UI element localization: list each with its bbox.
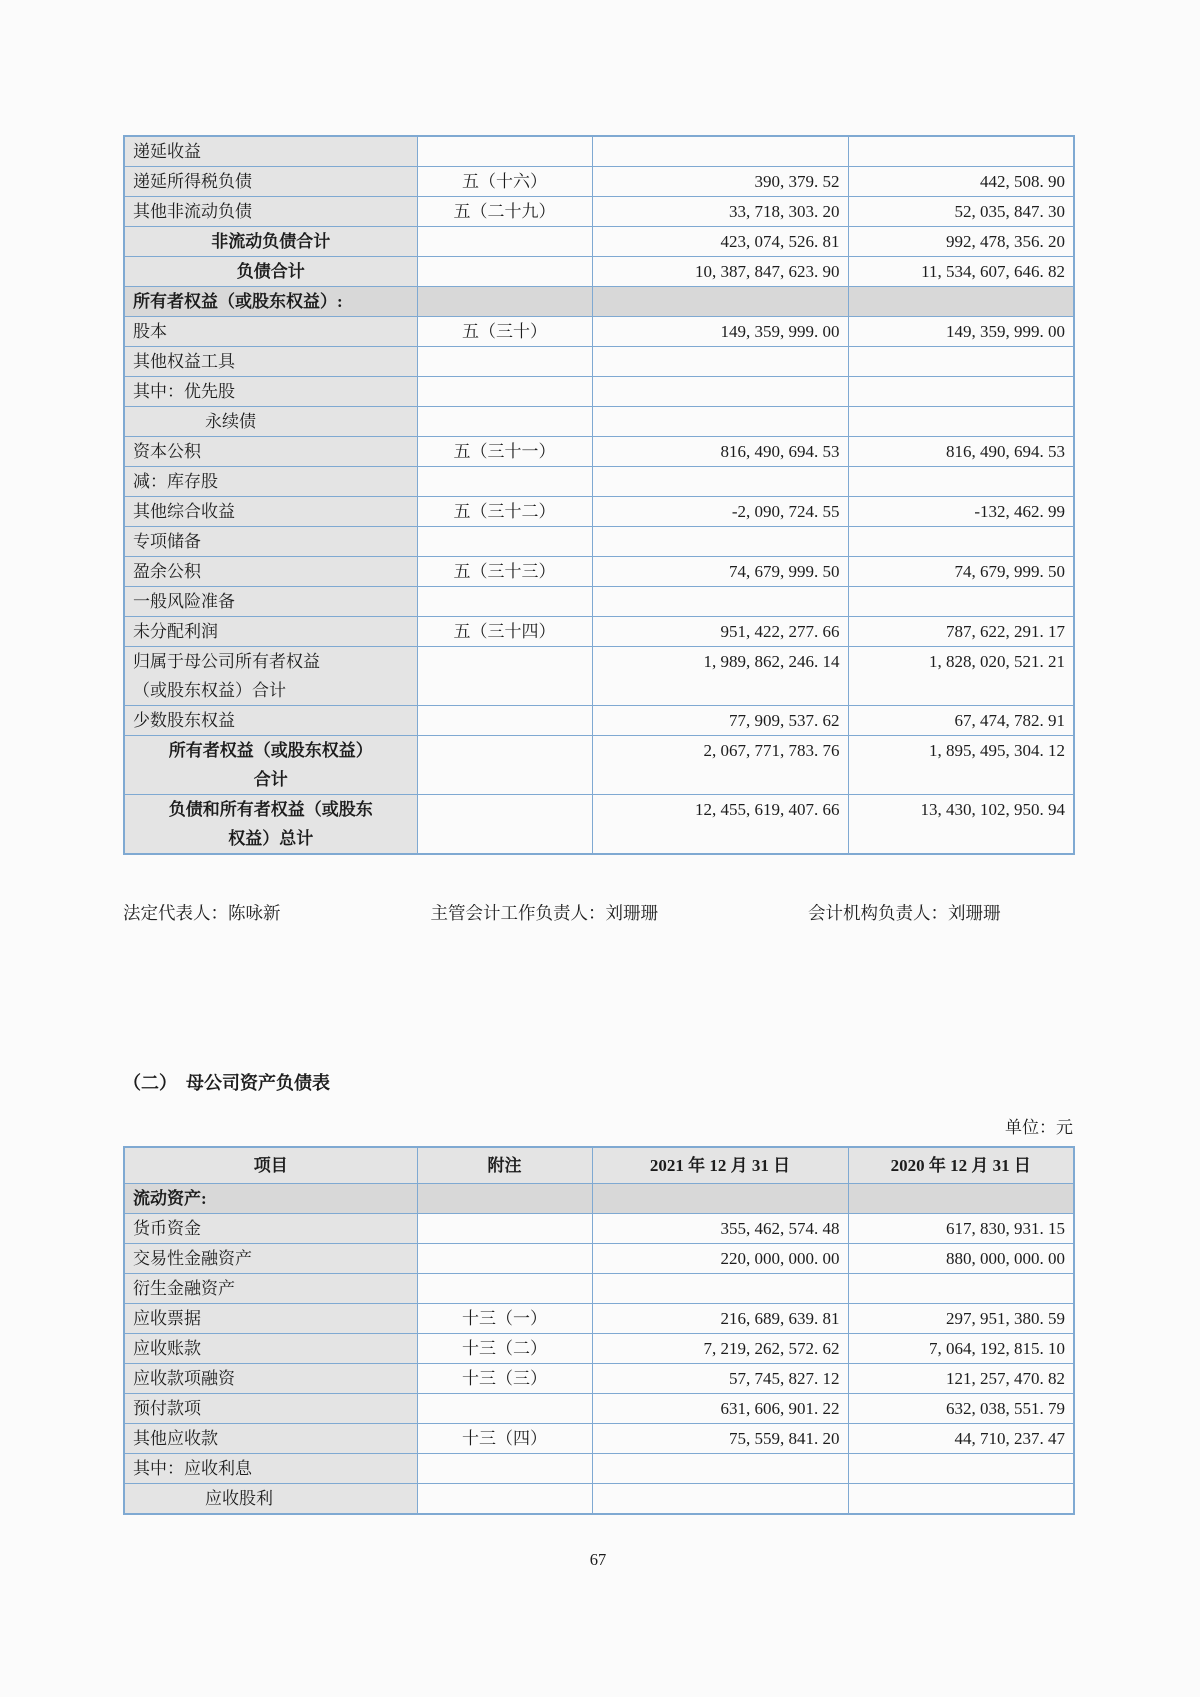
value-2021-cell: 951, 422, 277. 66 <box>592 617 848 647</box>
note-cell: 五（三十四） <box>417 617 592 647</box>
chief-accountant-signature: 主管会计工作负责人：刘珊珊 <box>430 903 658 923</box>
note-cell <box>417 1244 592 1274</box>
value-2020-cell <box>848 287 1074 317</box>
note-cell <box>417 647 592 706</box>
table-row <box>124 1304 1074 1334</box>
value-2020-cell: 632, 038, 551. 79 <box>848 1394 1074 1424</box>
table-row <box>124 587 1074 617</box>
table-row <box>124 197 1074 227</box>
value-2021-cell <box>592 287 848 317</box>
legal-representative-signature: 法定代表人：陈咏新 <box>123 903 281 923</box>
note-cell: 五（十六） <box>417 167 592 197</box>
item-cell: 专项储备 <box>124 527 417 557</box>
table-row <box>124 795 1074 855</box>
parent-balance-sheet-table <box>123 1146 1075 1515</box>
value-2020-cell: 816, 490, 694. 53 <box>848 437 1074 467</box>
table-row <box>124 647 1074 706</box>
signature-line <box>123 901 1073 925</box>
note-cell <box>417 1214 592 1244</box>
item-cell: 归属于母公司所有者权益 （或股东权益）合计 <box>124 647 417 706</box>
value-2020-cell: 617, 830, 931. 15 <box>848 1214 1074 1244</box>
item-cell: 流动资产: <box>124 1184 417 1214</box>
note-cell <box>417 736 592 795</box>
table-row <box>124 1364 1074 1394</box>
value-2021-cell: 423, 074, 526. 81 <box>592 227 848 257</box>
value-2021-cell: 816, 490, 694. 53 <box>592 437 848 467</box>
note-cell <box>417 1274 592 1304</box>
value-2020-cell: 67, 474, 782. 91 <box>848 706 1074 736</box>
value-2020-cell <box>848 1484 1074 1515</box>
item-cell: 所有者权益（或股东权益）: <box>124 287 417 317</box>
note-cell <box>417 287 592 317</box>
note-cell: 五（三十二） <box>417 497 592 527</box>
value-2021-cell <box>592 377 848 407</box>
table-row <box>124 227 1074 257</box>
value-2021-cell <box>592 467 848 497</box>
item-cell: 股本 <box>124 317 417 347</box>
item-cell: 其中：优先股 <box>124 377 417 407</box>
item-cell: 减：库存股 <box>124 467 417 497</box>
table-row <box>124 287 1074 317</box>
value-2020-cell: 149, 359, 999. 00 <box>848 317 1074 347</box>
value-2020-cell: 52, 035, 847. 30 <box>848 197 1074 227</box>
value-2020-cell: 442, 508. 90 <box>848 167 1074 197</box>
item-cell: 负债和所有者权益（或股东 权益）总计 <box>124 795 417 855</box>
column-header: 附注 <box>417 1147 592 1184</box>
note-cell <box>417 347 592 377</box>
note-cell <box>417 377 592 407</box>
table-row <box>124 1214 1074 1244</box>
value-2020-cell: -132, 462. 99 <box>848 497 1074 527</box>
value-2020-cell <box>848 467 1074 497</box>
value-2021-cell: 77, 909, 537. 62 <box>592 706 848 736</box>
value-2021-cell <box>592 347 848 377</box>
value-2020-cell: 1, 895, 495, 304. 12 <box>848 736 1074 795</box>
value-2021-cell: 216, 689, 639. 81 <box>592 1304 848 1334</box>
value-2020-cell <box>848 347 1074 377</box>
value-2021-cell: 74, 679, 999. 50 <box>592 557 848 587</box>
note-cell: 五（三十一） <box>417 437 592 467</box>
column-header: 项目 <box>124 1147 417 1184</box>
table-row <box>124 407 1074 437</box>
table-row <box>124 706 1074 736</box>
note-cell: 五（三十） <box>417 317 592 347</box>
table-row <box>124 1334 1074 1364</box>
value-2020-cell: 7, 064, 192, 815. 10 <box>848 1334 1074 1364</box>
value-2021-cell: 75, 559, 841. 20 <box>592 1424 848 1454</box>
table-row <box>124 527 1074 557</box>
value-2021-cell: 2, 067, 771, 783. 76 <box>592 736 848 795</box>
value-2021-cell: 12, 455, 619, 407. 66 <box>592 795 848 855</box>
unit-note: 单位：元 <box>1005 1118 1073 1137</box>
item-cell: 递延收益 <box>124 136 417 167</box>
note-cell: 五（三十三） <box>417 557 592 587</box>
value-2021-cell <box>592 407 848 437</box>
note-cell <box>417 136 592 167</box>
value-2020-cell: 11, 534, 607, 646. 82 <box>848 257 1074 287</box>
value-2020-cell <box>848 1454 1074 1484</box>
table-row <box>124 557 1074 587</box>
value-2021-cell <box>592 1484 848 1515</box>
value-2020-cell <box>848 587 1074 617</box>
column-header: 2021 年 12 月 31 日 <box>592 1147 848 1184</box>
value-2021-cell: 7, 219, 262, 572. 62 <box>592 1334 848 1364</box>
value-2020-cell: 1, 828, 020, 521. 21 <box>848 647 1074 706</box>
table-row <box>124 167 1074 197</box>
consolidated-balance-sheet-table <box>123 135 1075 855</box>
item-cell: 预付款项 <box>124 1394 417 1424</box>
table-row <box>124 1244 1074 1274</box>
value-2020-cell: 992, 478, 356. 20 <box>848 227 1074 257</box>
value-2021-cell: 33, 718, 303. 20 <box>592 197 848 227</box>
page-content <box>123 0 1073 1571</box>
item-cell: 递延所得税负债 <box>124 167 417 197</box>
table-row <box>124 1184 1074 1214</box>
page-number: 67 <box>589 1550 607 1569</box>
item-cell: 其他综合收益 <box>124 497 417 527</box>
value-2020-cell <box>848 136 1074 167</box>
value-2020-cell: 121, 257, 470. 82 <box>848 1364 1074 1394</box>
value-2021-cell <box>592 527 848 557</box>
table-row <box>124 136 1074 167</box>
value-2020-cell: 13, 430, 102, 950. 94 <box>848 795 1074 855</box>
value-2021-cell <box>592 1454 848 1484</box>
item-cell: 应收账款 <box>124 1334 417 1364</box>
value-2021-cell: 1, 989, 862, 246. 14 <box>592 647 848 706</box>
note-cell <box>417 1184 592 1214</box>
value-2021-cell: 10, 387, 847, 623. 90 <box>592 257 848 287</box>
value-2021-cell <box>592 1274 848 1304</box>
note-cell <box>417 257 592 287</box>
table-row <box>124 1424 1074 1454</box>
note-cell: 十三（四） <box>417 1424 592 1454</box>
value-2020-cell <box>848 407 1074 437</box>
note-cell <box>417 1394 592 1424</box>
table-row <box>124 1454 1074 1484</box>
table-row <box>124 317 1074 347</box>
item-cell: 所有者权益（或股东权益） 合计 <box>124 736 417 795</box>
note-cell <box>417 527 592 557</box>
note-cell: 十三（一） <box>417 1304 592 1334</box>
table-row <box>124 377 1074 407</box>
value-2020-cell: 44, 710, 237. 47 <box>848 1424 1074 1454</box>
table-row <box>124 437 1074 467</box>
note-cell <box>417 587 592 617</box>
note-cell: 十三（三） <box>417 1364 592 1394</box>
item-cell: 应收款项融资 <box>124 1364 417 1394</box>
item-cell: 非流动负债合计 <box>124 227 417 257</box>
table-row <box>124 257 1074 287</box>
accounting-department-head-signature: 会计机构负责人：刘珊珊 <box>808 903 1001 923</box>
note-cell <box>417 407 592 437</box>
note-cell: 十三（二） <box>417 1334 592 1364</box>
note-cell <box>417 706 592 736</box>
item-cell: 其他权益工具 <box>124 347 417 377</box>
table-row <box>124 1484 1074 1515</box>
item-cell: 货币资金 <box>124 1214 417 1244</box>
item-cell: 资本公积 <box>124 437 417 467</box>
value-2021-cell: 220, 000, 000. 00 <box>592 1244 848 1274</box>
value-2021-cell: 149, 359, 999. 00 <box>592 317 848 347</box>
value-2021-cell: 355, 462, 574. 48 <box>592 1214 848 1244</box>
item-cell: 其中：应收利息 <box>124 1454 417 1484</box>
value-2020-cell: 880, 000, 000. 00 <box>848 1244 1074 1274</box>
item-cell: 其他应收款 <box>124 1424 417 1454</box>
note-cell <box>417 1484 592 1515</box>
table-row <box>124 347 1074 377</box>
item-cell: 交易性金融资产 <box>124 1244 417 1274</box>
item-cell: 盈余公积 <box>124 557 417 587</box>
value-2021-cell <box>592 1184 848 1214</box>
table-row <box>124 1394 1074 1424</box>
note-cell <box>417 227 592 257</box>
parent-balance-sheet-heading: （二） 母公司资产负债表 <box>123 1073 330 1093</box>
value-2021-cell: -2, 090, 724. 55 <box>592 497 848 527</box>
column-header: 2020 年 12 月 31 日 <box>848 1147 1074 1184</box>
value-2021-cell: 57, 745, 827. 12 <box>592 1364 848 1394</box>
table-row <box>124 467 1074 497</box>
value-2020-cell: 297, 951, 380. 59 <box>848 1304 1074 1334</box>
header-row <box>124 1147 1074 1184</box>
table-row <box>124 736 1074 795</box>
note-cell <box>417 467 592 497</box>
item-cell: 负债合计 <box>124 257 417 287</box>
note-cell <box>417 1454 592 1484</box>
value-2021-cell: 390, 379. 52 <box>592 167 848 197</box>
table-row <box>124 617 1074 647</box>
value-2020-cell: 787, 622, 291. 17 <box>848 617 1074 647</box>
item-cell: 未分配利润 <box>124 617 417 647</box>
item-cell: 一般风险准备 <box>124 587 417 617</box>
item-cell: 应收票据 <box>124 1304 417 1334</box>
item-cell: 衍生金融资产 <box>124 1274 417 1304</box>
value-2020-cell <box>848 1274 1074 1304</box>
item-cell: 其他非流动负债 <box>124 197 417 227</box>
value-2020-cell <box>848 377 1074 407</box>
table-row <box>124 497 1074 527</box>
value-2021-cell: 631, 606, 901. 22 <box>592 1394 848 1424</box>
item-cell: 永续债 <box>124 407 417 437</box>
value-2021-cell <box>592 587 848 617</box>
note-cell <box>417 795 592 855</box>
table-row <box>124 1274 1074 1304</box>
value-2021-cell <box>592 136 848 167</box>
item-cell: 少数股东权益 <box>124 706 417 736</box>
value-2020-cell: 74, 679, 999. 50 <box>848 557 1074 587</box>
note-cell: 五（二十九） <box>417 197 592 227</box>
item-cell: 应收股利 <box>124 1484 417 1515</box>
value-2020-cell <box>848 527 1074 557</box>
value-2020-cell <box>848 1184 1074 1214</box>
